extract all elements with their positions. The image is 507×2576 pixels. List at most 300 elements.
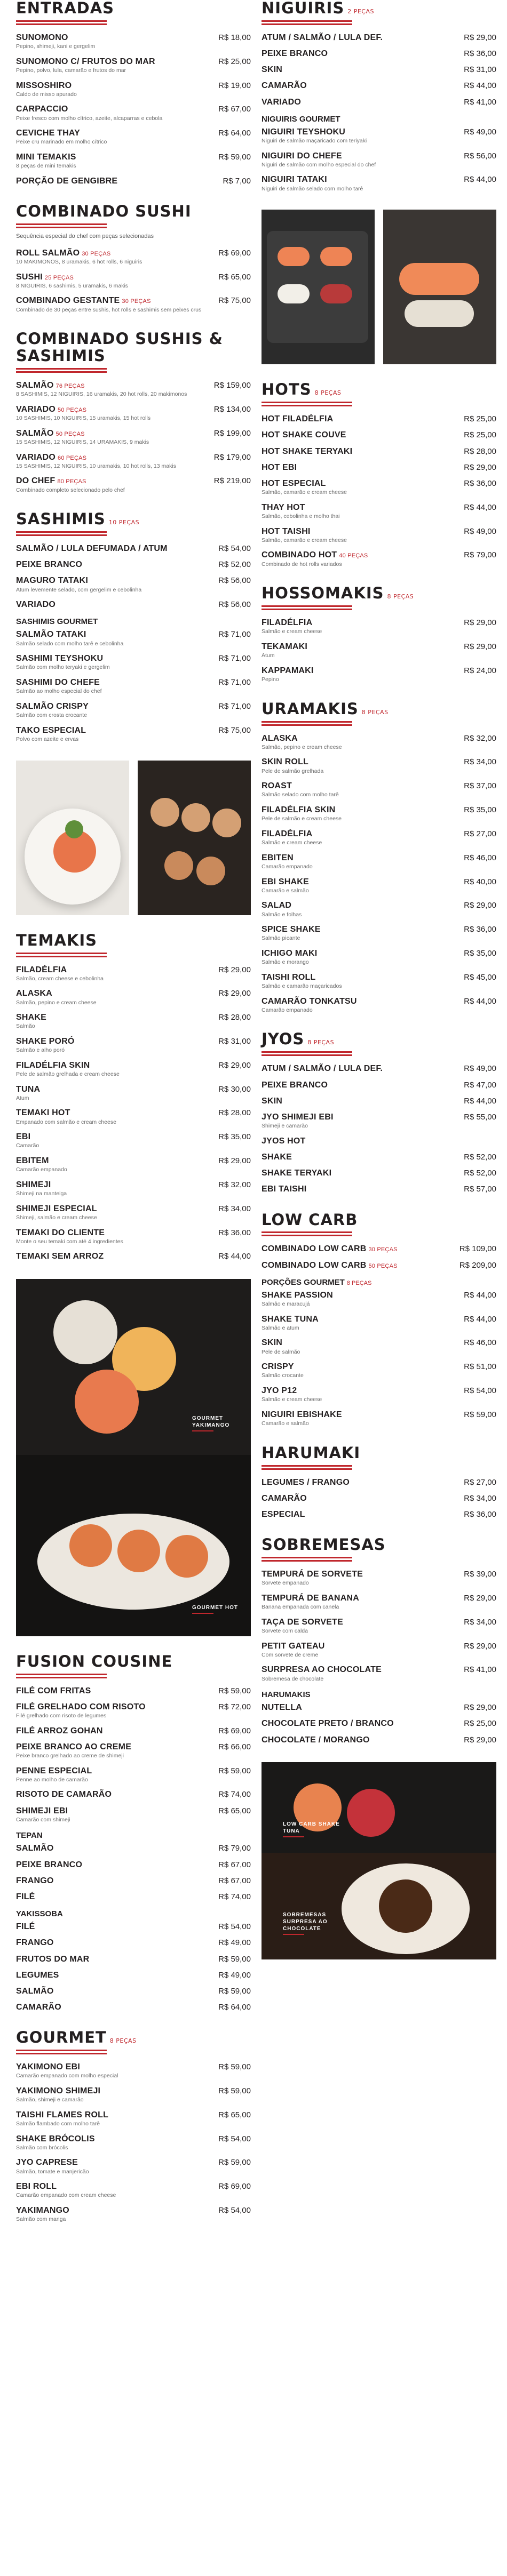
menu-item-description: Pele de salmão e cream cheese [262,815,342,822]
menu-item-price: R$ 34,00 [218,1204,251,1213]
section-title: COMBINADO SUSHI [16,202,192,221]
menu-item-name [262,446,352,457]
menu-item-name [262,829,312,839]
menu-item-name [16,701,89,711]
menu-item-price: R$ 71,00 [218,654,251,663]
menu-item-row [16,452,251,462]
menu-item-name-text: FILÉ ARROZ GOHAN [16,1726,103,1735]
menu-item-name [16,1789,112,1799]
menu-item-name-text: PORÇÃO DE GENGIBRE [16,176,118,186]
menu-item [16,176,251,186]
menu-item-name [262,1665,382,1675]
menu-item [16,1938,251,1948]
menu-item [262,1080,496,1090]
menu-item-name-text: FILADÉLFIA [16,965,67,974]
menu-item-description: 15 SASHIMIS, 12 NIGUIRIS, 14 URAMAKIS, 9 makis [16,438,149,445]
menu-item [16,629,251,647]
roll-shape [117,1530,160,1572]
menu-item [262,1702,496,1713]
menu-item-description: Combinado completo selecionado pelo chef [16,486,125,493]
menu-item-price: R$ 45,00 [464,972,496,982]
menu-item-name [262,1290,333,1300]
menu-item-price: R$ 56,00 [218,576,251,586]
menu-item-row [16,2062,251,2072]
menu-item-row [16,104,251,114]
menu-item-description: Camarão e salmão [262,1420,309,1427]
menu-item-row [262,174,496,185]
menu-item-name-text: MINI TEMAKIS [16,153,76,162]
food-photo-gourmet-yakimango [16,1279,251,1455]
menu-item [262,1184,496,1194]
menu-item-name [262,1410,342,1420]
menu-item-name-text: COMBINADO HOT [262,550,337,560]
menu-item [262,805,496,823]
menu-item [16,701,251,719]
menu-item-description: Niguiri de salmão selado com molho tarê [262,185,363,192]
menu-item-name-text: SALMÃO TATAKI [16,630,86,639]
menu-item [16,1986,251,1996]
menu-item [262,853,496,871]
menu-item-price: R$ 59,00 [218,153,251,162]
menu-item-row [262,151,496,161]
menu-item-price: R$ 52,00 [464,1169,496,1178]
menu-item-description: Filé grelhado com risoto de legumes [16,1712,107,1719]
menu-item-description: Salmão [16,1023,35,1030]
menu-item [262,1735,496,1745]
menu-item-name-text: HOT SHAKE TERYAKI [262,446,353,456]
menu-item [262,1112,496,1130]
menu-item-row [262,446,496,457]
menu-item-name [262,1477,350,1487]
menu-item-description: Pepino, shimeji, kani e gergelim [16,43,96,50]
menu-item-description: Atum levemente selado, com gergelim e cebolinha [16,586,142,593]
menu-item-price: R$ 67,00 [218,105,251,114]
menu-item-price: R$ 29,00 [218,1156,251,1166]
menu-item-price: R$ 52,00 [464,1152,496,1162]
menu-item-name-text: NIGUIRI TEYSHOKU [262,127,345,137]
menu-item-name [262,33,383,43]
menu-item-name-text: PETIT GATEAU [262,1641,325,1651]
roll-shape [75,1370,139,1434]
menu-item-name [262,1136,306,1146]
menu-item [16,1860,251,1870]
menu-item-price: R$ 75,00 [218,725,251,735]
menu-item-row [16,1686,251,1696]
menu-item-name [16,2157,78,2167]
menu-item-row [262,1080,496,1090]
menu-item-price: R$ 31,00 [218,1036,251,1046]
menu-item-name-text: SHAKE [262,1152,292,1162]
menu-item-row [262,478,496,489]
menu-item-description: Salmão, pepino e cream cheese [262,743,342,750]
section-title [16,2029,251,2046]
menu-item-name-text: SKIN [262,65,283,75]
menu-item [262,618,496,636]
menu-item-name-text: FILADÉLFIA [262,829,313,838]
menu-item-description: Pepino [262,676,279,683]
menu-item-row [16,1970,251,1980]
section-title [262,585,496,602]
menu-item-name [16,2134,95,2144]
menu-item-name-text: CEVICHE THAY [16,129,81,138]
menu-item-row [262,1184,496,1194]
menu-item-note: 25 PEÇAS [44,274,74,281]
menu-item-name [16,295,151,306]
niguiri-shape [320,284,352,303]
menu-item-price: R$ 69,00 [218,1726,251,1735]
menu-item [262,1290,496,1308]
menu-item-name [16,2002,61,2012]
menu-item-name [262,414,333,424]
menu-item-price: R$ 65,00 [218,2110,251,2119]
menu-item-name [262,900,291,910]
menu-item-price: R$ 34,00 [464,757,496,767]
menu-item [16,2134,251,2152]
menu-item-row [262,948,496,958]
group-title [262,1278,496,1287]
menu-item-name [16,1742,131,1752]
menu-item-price: R$ 69,00 [218,2182,251,2191]
menu-item-row [16,476,251,486]
menu-item-row [16,380,251,390]
menu-item-name-text: HOT FILADÉLFIA [262,414,334,424]
menu-item-description: Shimeji, salmão e cream cheese [16,1214,97,1221]
menu-item-price: R$ 49,00 [218,1938,251,1948]
menu-item-description: 8 NIGUIRIS, 6 sashimis, 5 uramakis, 6 makis [16,282,129,289]
menu-item-name-text: TEKAMAKI [262,642,308,651]
menu-item-row [16,543,251,554]
menu-item [262,1152,496,1162]
menu-item [16,1060,251,1078]
menu-item-name [262,642,307,652]
menu-item-row [262,1702,496,1713]
menu-item-row [16,81,251,91]
menu-item-description: Salmão e cream cheese [262,628,322,635]
menu-item-name-text: EBI [16,1132,31,1142]
menu-item-price: R$ 74,00 [218,1790,251,1799]
menu-item [16,1876,251,1886]
section-uramakis [262,701,496,1014]
niguiri-shape [278,247,310,266]
menu-item-row [262,462,496,473]
menu-item-row [262,414,496,424]
menu-item-price: R$ 59,00 [218,1766,251,1775]
menu-item-description: Peixe cru marinado em molho cítrico [16,139,107,146]
menu-item [16,1954,251,1964]
menu-item-note: 50 PEÇAS [56,430,85,437]
menu-item-price: R$ 28,00 [218,1108,251,1118]
menu-item-row [262,618,496,628]
food-photo-surpresa-chocolate [262,1853,496,1959]
menu-item-price: R$ 66,00 [218,1742,251,1751]
menu-item-name [262,877,309,887]
menu-item-name [262,1702,302,1713]
menu-item-price: R$ 69,00 [218,248,251,258]
menu-item-row [262,1493,496,1503]
section-note: 8 PEÇAS [307,1039,335,1046]
menu-item-name [16,543,168,554]
menu-item-row [262,1338,496,1348]
menu-item-description: 15 SASHIMIS, 12 NIGUIRIS, 10 uramakis, 10 hot rolls, 13 makis [16,462,176,469]
title-rule [262,402,352,406]
menu-item [16,1686,251,1696]
menu-item-row [16,272,251,282]
menu-item-price: R$ 28,00 [218,1013,251,1022]
menu-item [262,1362,496,1380]
menu-item-name [16,1012,46,1022]
menu-item-price: R$ 44,00 [464,81,496,91]
menu-item-description: Salmão e camarão maçaricados [262,983,342,989]
menu-item-price: R$ 32,00 [218,1180,251,1189]
menu-item [16,272,251,290]
menu-item-name-text: SHAKE PASSION [262,1290,333,1300]
menu-item [262,900,496,918]
menu-item-price: R$ 44,00 [464,1096,496,1106]
menu-item-price: R$ 29,00 [464,642,496,651]
section-note: 8 PEÇAS [109,2037,137,2045]
menu-item-name-text: CRISPY [262,1362,294,1372]
menu-item-name-text: DO CHEF [16,476,56,486]
niguiri-shape [320,247,352,266]
menu-item-name-text: MISSOSHIRO [16,81,72,90]
photo-row-niguiri [262,210,496,364]
menu-item-name [262,462,297,473]
section-title-text: GOURMET [16,2028,107,2047]
menu-item-name [16,1922,35,1932]
menu-item-price: R$ 36,00 [464,925,496,934]
menu-item-row [262,781,496,791]
roll-shape [53,1300,117,1364]
title-rule [262,721,352,726]
menu-item-description: Salmão, camarão e cream cheese [262,489,347,496]
menu-item-name [262,1152,292,1162]
menu-item-price: R$ 35,00 [464,948,496,958]
menu-item [16,404,251,422]
menu-item [16,965,251,983]
menu-item-name-text: SALAD [262,901,292,910]
menu-item-row [16,965,251,975]
menu-item-name [16,1060,90,1070]
menu-item [262,502,496,521]
menu-item-name-text: SHAKE [16,1013,47,1022]
menu-item-row [16,1766,251,1776]
menu-item-row [262,49,496,59]
menu-item-row [262,430,496,440]
menu-item-name-text: COMBINADO GESTANTE [16,296,120,306]
menu-item-name [16,57,155,67]
menu-item-name-text: CAMARÃO TONKATSU [262,996,357,1006]
menu-item-description: Monte o seu temaki com até 4 ingredientes [16,1238,123,1245]
menu-item-description: Atum [16,1094,29,1101]
menu-item [16,248,251,266]
menu-item-row [262,502,496,513]
menu-item [262,1509,496,1519]
menu-item-name [16,988,52,998]
menu-item-name-text: ALASKA [16,989,52,998]
menu-item-name-text: YAKIMONO SHIMEJI [16,2086,101,2095]
menu-item-description: Salmão com brócolis [16,2144,68,2151]
caption-text: GOURMET YAKIMANGO [192,1415,230,1428]
menu-item-row [16,1843,251,1853]
menu-item-name-text: EBI ROLL [16,2182,57,2191]
menu-item-price: R$ 219,00 [213,476,251,486]
menu-item-description: Camarão empanado com molho especial [16,2073,118,2079]
menu-item-price: R$ 31,00 [464,65,496,75]
menu-item [262,1718,496,1729]
menu-item [262,1096,496,1106]
title-rule [262,1051,352,1056]
menu-item-price: R$ 35,00 [218,1132,251,1142]
menu-item-name-text: PEIXE BRANCO [262,1080,328,1090]
menu-item-name-text: SALMÃO [16,428,54,438]
menu-item-name-text: SHIMEJI EBI [16,1806,68,1815]
menu-item-name-text: PEIXE BRANCO [16,1860,83,1869]
menu-item [262,414,496,424]
menu-item-note: 50 PEÇAS [58,406,87,413]
menu-item [16,725,251,743]
menu-item-name-text: LEGUMES [16,1970,59,1980]
section-title-text: SASHIMIS [16,510,106,529]
menu-item-row [16,128,251,138]
roll-shape [181,803,210,832]
menu-item-description: Shimeji na manteiga [16,1190,67,1197]
menu-item-description: Camarão com shimeji [16,1816,70,1823]
menu-item [262,877,496,895]
menu-item-description: Pele de salmão [262,1348,300,1355]
menu-item-name [16,629,86,639]
menu-item-name-text: COMBINADO LOW CARB [262,1244,367,1254]
menu-item-price: R$ 59,00 [218,1686,251,1695]
menu-item-name [16,2062,80,2072]
menu-item-name-text: FILÉ [16,1922,35,1932]
menu-item [16,380,251,398]
section-niguiris [262,0,496,193]
menu-item-name-text: CHOCOLATE / MORANGO [262,1735,370,1745]
menu-item-description: Salmão selado com molho tarê e cebolinha [16,640,124,647]
menu-item-row [16,1204,251,1214]
menu-item-name-text: EBI TAISHI [262,1185,307,1194]
menu-item-row [16,1876,251,1886]
food-photo-gourmet-hot [16,1455,251,1636]
menu-item-description: Salmão crocante [262,1372,304,1379]
roll-shape [347,1789,395,1837]
section-title [262,0,496,17]
group-title: TEPAN [16,1831,43,1841]
menu-item [262,733,496,751]
menu-item-price: R$ 54,00 [464,1386,496,1396]
menu-item-name [262,1735,370,1745]
menu-item [16,1036,251,1054]
menu-item-description: 8 peças de mini temakis [16,163,76,170]
roll-shape [165,1535,208,1578]
menu-item-name-text: FRANGO [16,1876,54,1885]
menu-item-name-text: PEIXE BRANCO AO CREME [16,1742,132,1751]
menu-item-name-text: TEMPURÁ DE BANANA [262,1593,359,1603]
menu-item-note: 40 PEÇAS [339,553,368,559]
menu-item-row [262,666,496,676]
group-title: YAKISSOBA [16,1909,63,1919]
section-sashimis [16,511,251,743]
menu-item-name-text: HOT TAISHI [262,526,311,536]
menu-item-description: Camarão empanado [262,863,313,870]
menu-item-price: R$ 134,00 [213,404,251,414]
section-gourmet [16,2029,251,2223]
menu-item-name [262,1617,343,1627]
menu-item-name-text: YAKIMANGO [16,2206,69,2215]
menu-item-row [16,2110,251,2120]
menu-item [262,1260,496,1270]
menu-item-row [262,853,496,863]
menu-item-name-text: YAKIMONO EBI [16,2062,81,2072]
menu-item-name [16,1156,49,1166]
photo-caption [192,1604,245,1614]
group-title: HARUMAKIS [262,1690,311,1700]
section-title: TEMAKIS [16,931,98,949]
menu-item-description: Salmão picante [262,935,300,942]
menu-item-name [16,1036,75,1046]
menu-item-name [262,1569,363,1579]
menu-item-name [262,1362,294,1372]
menu-item [16,1228,251,1246]
menu-item [262,924,496,942]
menu-item-name [262,757,308,767]
section-title: LOW CARB [262,1210,358,1229]
menu-item-description: Salmão ao molho especial do chef [16,688,102,695]
menu-item-row [262,1260,496,1270]
menu-item-name [262,948,317,958]
menu-item-row [16,1892,251,1902]
menu-item-price: R$ 29,00 [464,1593,496,1603]
menu-item-row [262,900,496,910]
menu-item-price: R$ 49,00 [218,1970,251,1980]
menu-item-description: Camarão empanado com cream cheese [16,2192,116,2199]
menu-item-name-text: FILADÉLFIA SKIN [262,805,336,815]
menu-item-price: R$ 46,00 [464,1338,496,1348]
section-temakis [16,932,251,1262]
menu-item-name-text: SKIN [262,1338,283,1348]
menu-item-name-text: SHAKE BRÓCOLIS [16,2134,95,2143]
menu-item-name-text: CARPACCIO [16,105,68,114]
menu-item-description: Salmão e cream cheese [262,839,322,846]
menu-item-price: R$ 54,00 [218,2206,251,2215]
menu-item [16,677,251,695]
menu-item [262,1569,496,1587]
menu-item-row [262,757,496,767]
menu-item [262,478,496,497]
menu-item-name-text: HOT ESPECIAL [262,478,326,488]
menu-item-description: Camarão empanado [262,1006,313,1013]
menu-item-price: R$ 51,00 [464,1362,496,1372]
menu-item-price: R$ 25,00 [464,430,496,440]
menu-item [262,151,496,169]
menu-item-row [262,97,496,107]
menu-item-name [16,1726,103,1736]
menu-item-row [262,33,496,43]
roll-shape [196,857,225,885]
menu-item-name-text: SKIN [262,1096,283,1106]
menu-item-name-text: CAMARÃO [16,2003,61,2012]
menu-item [16,1702,251,1720]
menu-item-name [262,996,357,1006]
section-title: FUSION COUSINE [16,1652,173,1670]
menu-item-name-text: FILÉ [16,1892,35,1901]
menu-item-description: Salmão e alho poró [16,1047,65,1054]
menu-item-description: Sobremesa de chocolate [262,1675,324,1682]
menu-item-row [16,988,251,998]
section-sobremesas [262,1537,496,1745]
menu-item [16,1180,251,1198]
menu-item-description: Salmão, shimeji e camarão [16,2097,84,2103]
